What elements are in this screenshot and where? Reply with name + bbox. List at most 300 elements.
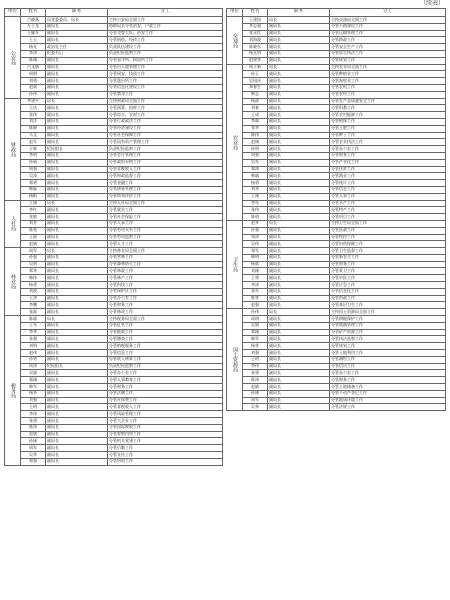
- person-name-cell: 张敏: [21, 214, 46, 221]
- duty-cell: 分管运输管理工作: [330, 30, 446, 37]
- table-row: [5, 118, 223, 125]
- position-cell: 副局长: [46, 125, 108, 132]
- person-name-cell: 陈斌: [21, 316, 46, 323]
- position-cell: 副局长: [46, 322, 108, 329]
- table-row: [227, 336, 446, 343]
- position-cell: 副局长: [46, 214, 108, 221]
- duty-cell: 分管土地利用工作: [330, 350, 446, 357]
- person-name-cell: 王明: [21, 404, 46, 411]
- table-row: [227, 350, 446, 357]
- duty-cell: 分管执法监察工作: [330, 336, 446, 343]
- right-table: [226, 8, 446, 411]
- person-name-cell: 王庆: [21, 105, 46, 112]
- person-name-cell: 赵斌: [243, 384, 268, 391]
- table-row: [227, 200, 446, 207]
- duty-cell: 主持国土资源局全面工作: [330, 309, 446, 316]
- duty-cell: 分管规划工作: [330, 343, 446, 350]
- person-name-cell: 陈静: [21, 125, 46, 132]
- duty-cell: 分管植保工作: [330, 118, 446, 125]
- duty-cell: 主持公安局全面工作: [108, 17, 223, 24]
- position-cell: 副局长: [268, 390, 330, 397]
- left-header-row: [5, 9, 223, 17]
- duty-cell: 分管信息化建设工作: [108, 84, 223, 91]
- duty-cell: 分管征管工作: [108, 322, 223, 329]
- person-name-cell: 王丽: [21, 234, 46, 241]
- duty-cell: 分管督察内审工作: [108, 431, 223, 438]
- position-cell: 政治处主任: [46, 44, 108, 51]
- person-name-cell: 王明: [243, 356, 268, 363]
- person-name-cell: 刘强: [21, 397, 46, 404]
- table-row: [5, 23, 223, 30]
- table-row: [5, 227, 223, 234]
- duty-cell: 分管财务工作: [108, 302, 223, 309]
- person-name-cell: 赵斌: [21, 84, 46, 91]
- duty-cell: 主持卫生局全面工作: [330, 220, 446, 227]
- person-name-cell: 杨光明: [243, 50, 268, 57]
- person-name-cell: 吕晓燕: [21, 17, 46, 24]
- table-row: [227, 125, 446, 132]
- person-name-cell: 王耀军: [21, 30, 46, 37]
- person-name-cell: 赵斌: [21, 241, 46, 248]
- duty-cell: 分管森林防火工作: [108, 261, 223, 268]
- person-name-cell: 周军: [21, 248, 46, 255]
- table-row: [5, 356, 223, 363]
- duty-cell: 分管劳动监察工作: [108, 234, 223, 241]
- person-name-cell: 杨华: [21, 390, 46, 397]
- duty-cell: 主持林业局全面工作: [108, 248, 223, 255]
- position-cell: 副局长: [46, 132, 108, 139]
- table-row: [227, 214, 446, 221]
- position-cell: 副局长: [46, 288, 108, 295]
- duty-cell: 分管风险管理工作: [108, 411, 223, 418]
- person-name-cell: 王辉: [21, 146, 46, 153]
- duty-cell: 分管非税收入工作: [108, 166, 223, 173]
- table-row: [5, 180, 223, 187]
- position-cell: 副局长: [268, 282, 330, 289]
- duty-cell: 分管债务管理工作: [108, 186, 223, 193]
- position-cell: 副局长: [268, 295, 330, 302]
- person-name-cell: 周明: [243, 316, 268, 323]
- duty-cell: 分管保护区工作: [108, 288, 223, 295]
- table-row: [227, 105, 446, 112]
- duty-cell: 分管禁毒工作: [108, 91, 223, 98]
- person-name-cell: 王勇: [243, 275, 268, 282]
- left-table: [4, 8, 223, 466]
- duty-cell: 分管国有资产管理工作: [108, 139, 223, 146]
- position-cell: 副局长: [46, 57, 108, 64]
- duty-cell: 分管综合、农财工作: [108, 112, 223, 119]
- duty-cell: 分管农机工作: [330, 84, 446, 91]
- person-name-cell: 孙强: [21, 254, 46, 261]
- table-row: [5, 418, 223, 425]
- table-row: [5, 105, 223, 112]
- person-name-cell: 刘波: [21, 288, 46, 295]
- duty-cell: 分管办公室工作: [330, 370, 446, 377]
- position-cell: 副局长: [268, 241, 330, 248]
- person-name-cell: 郑华: [21, 268, 46, 275]
- duty-cell: 分管农经工作: [330, 91, 446, 98]
- position-cell: 纪委书记: [46, 50, 108, 57]
- duty-cell: 分管非税收入工作: [108, 404, 223, 411]
- duty-cell: 分管疾控工作: [330, 234, 446, 241]
- person-name-cell: 孙强: [243, 227, 268, 234]
- table-row: [227, 316, 446, 323]
- duty-cell: 分管网安、技侦工作: [108, 71, 223, 78]
- table-row: [227, 37, 446, 44]
- position-cell: 副局长: [46, 220, 108, 227]
- table-row: [227, 390, 446, 397]
- position-cell: 副局长: [46, 234, 108, 241]
- table-row: [227, 370, 446, 377]
- table-row: [5, 322, 223, 329]
- table-row: [5, 261, 223, 268]
- table-row: [5, 370, 223, 377]
- table-row: [227, 78, 446, 85]
- duty-cell: 负责纪检监察工作: [108, 363, 223, 370]
- duty-cell: 分管矿产资源工作: [330, 329, 446, 336]
- table-row: [227, 180, 446, 187]
- duty-cell: 分管农产品质量安全工作: [330, 98, 446, 105]
- position-cell: 局党委委员、局长: [46, 17, 108, 24]
- person-name-cell: 刘华: [243, 186, 268, 193]
- position-cell: 副局长: [46, 445, 108, 452]
- duty-cell: 分管人才工作: [108, 241, 223, 248]
- person-name-cell: 孙玉: [243, 71, 268, 78]
- position-cell: 副局长: [46, 411, 108, 418]
- position-cell: 副局长: [46, 302, 108, 309]
- person-name-cell: 刘刚: [243, 268, 268, 275]
- duty-cell: 负责队伍建设工作: [108, 44, 223, 51]
- table-row: [5, 397, 223, 404]
- person-name-cell: 郑涛: [243, 166, 268, 173]
- position-cell: 副局长: [268, 370, 330, 377]
- header-position: 职务: [46, 9, 108, 17]
- person-name-cell: 孙勇: [21, 356, 46, 363]
- table-row: [227, 71, 446, 78]
- duty-cell: 分管预算、国库工作: [108, 105, 223, 112]
- duty-cell: 分管信息工作: [108, 350, 223, 357]
- table-row: [227, 173, 446, 180]
- continued-label: （续表）: [419, 0, 444, 7]
- table-row: [227, 282, 446, 289]
- duty-cell: 分管稽查工作: [108, 336, 223, 343]
- table-row: [5, 220, 223, 227]
- duty-cell: 分管农村能源工作: [330, 112, 446, 119]
- position-cell: 副局长: [268, 302, 330, 309]
- position-cell: 副局长: [268, 84, 330, 91]
- duty-cell: 分管信访工作: [330, 363, 446, 370]
- position-cell: 局长: [46, 248, 108, 255]
- person-name-cell: 李伟: [21, 411, 46, 418]
- person-name-cell: 万士龙: [21, 23, 46, 30]
- person-name-cell: 吴华: [243, 404, 268, 411]
- duty-cell: 分管国际税收工作: [108, 424, 223, 431]
- duty-cell: 分管行政政法工作: [108, 118, 223, 125]
- table-row: [5, 132, 223, 139]
- table-row: [227, 302, 446, 309]
- table-row: [5, 424, 223, 431]
- position-cell: 副局长: [46, 418, 108, 425]
- right-table-body: [227, 17, 446, 411]
- position-cell: 副局长: [268, 159, 330, 166]
- table-row: [5, 438, 223, 445]
- position-cell: 副局长: [46, 30, 108, 37]
- duty-cell: 分管土肥工作: [330, 125, 446, 132]
- person-name-cell: 韩军: [243, 336, 268, 343]
- position-cell: 局长: [46, 316, 108, 323]
- position-cell: 局长: [46, 200, 108, 207]
- position-cell: 副局长: [46, 452, 108, 459]
- person-name-cell: 张勇: [21, 418, 46, 425]
- position-cell: 副局长: [46, 275, 108, 282]
- person-name-cell: 赵华: [243, 220, 268, 227]
- duty-cell: 主持农业局全面工作: [330, 64, 446, 71]
- table-row: [5, 17, 223, 24]
- duty-cell: 分管财务工作: [330, 152, 446, 159]
- person-name-cell: 刘勇: [21, 78, 46, 85]
- person-name-cell: 孙伟: [243, 309, 268, 316]
- person-name-cell: 韩斌: [243, 173, 268, 180]
- duty-cell: 分管人事教育工作: [108, 377, 223, 384]
- person-name-cell: 陈华: [243, 295, 268, 302]
- duty-cell: 分管信息工作: [330, 186, 446, 193]
- duty-cell: 分管社保费工作: [108, 397, 223, 404]
- person-name-cell: 刘洋: [21, 118, 46, 125]
- duty-cell: 分管培训工作: [108, 458, 223, 465]
- duty-cell: 分管派出所工作: [108, 78, 223, 85]
- person-name-cell: 陈涛: [21, 424, 46, 431]
- position-cell: 副局长: [268, 275, 330, 282]
- duty-cell: 分管财务工作: [108, 384, 223, 391]
- position-cell: 副局长: [268, 200, 330, 207]
- person-name-cell: 赵伟: [21, 350, 46, 357]
- table-row: [227, 309, 446, 316]
- person-name-cell: 王刚: [243, 193, 268, 200]
- table-row: [227, 139, 446, 146]
- person-name-cell: 郑强: [21, 458, 46, 465]
- position-cell: 副局长: [46, 118, 108, 125]
- table-row: [227, 112, 446, 119]
- position-cell: 副局长: [46, 424, 108, 431]
- duty-cell: 分管社会保险工作: [108, 214, 223, 221]
- person-name-cell: 赵建华: [243, 57, 268, 64]
- person-name-cell: 张华: [243, 125, 268, 132]
- position-cell: 副局长: [46, 254, 108, 261]
- position-cell: 副局长: [46, 268, 108, 275]
- position-cell: 副局长: [46, 23, 108, 30]
- duty-cell: 分管劳动关系工作: [108, 227, 223, 234]
- position-cell: 纪检组长: [46, 146, 108, 153]
- position-cell: 纪检组长: [46, 363, 108, 370]
- person-name-cell: 李志强: [243, 23, 268, 30]
- position-cell: 副局长: [46, 152, 108, 159]
- position-cell: 副局长: [268, 78, 330, 85]
- duty-cell: 分管项目工作: [330, 214, 446, 221]
- duty-cell: 分管财政监督工作: [108, 173, 223, 180]
- duty-cell: 分管妇幼保健工作: [330, 241, 446, 248]
- duty-cell: 分管人事工作: [108, 220, 223, 227]
- table-row: [5, 275, 223, 282]
- table-row: [227, 64, 446, 71]
- table-row: [227, 17, 446, 24]
- person-name-cell: 杨波: [243, 98, 268, 105]
- duty-cell: 分管交警大队、治安工作: [108, 30, 223, 37]
- table-row: [227, 166, 446, 173]
- position-cell: 副局长: [46, 438, 108, 445]
- header-unit: 单位: [5, 9, 21, 17]
- person-name-cell: 王军: [21, 322, 46, 329]
- duty-cell: 分管经济建设工作: [108, 125, 223, 132]
- person-name-cell: 王涛: [21, 295, 46, 302]
- table-row: [5, 288, 223, 295]
- position-cell: 副局长: [46, 309, 108, 316]
- person-name-cell: 杨华: [243, 343, 268, 350]
- position-cell: 副局长: [46, 71, 108, 78]
- position-cell: 副局长: [268, 316, 330, 323]
- position-cell: 副局长: [268, 118, 330, 125]
- duty-cell: 分管耕地保护工作: [330, 316, 446, 323]
- position-cell: 副局长: [268, 37, 330, 44]
- table-row: [227, 397, 446, 404]
- table-row: [5, 91, 223, 98]
- person-name-cell: 陈伟: [243, 132, 268, 139]
- duty-cell: 分管医政工作: [330, 227, 446, 234]
- position-cell: 副局长: [268, 261, 330, 268]
- person-name-cell: 孙刚: [243, 390, 268, 397]
- person-name-cell: 李涛: [243, 282, 268, 289]
- position-cell: 副局长: [46, 370, 108, 377]
- person-name-cell: 李涛: [21, 50, 46, 57]
- header-unit: 单位: [227, 9, 243, 17]
- person-name-cell: 周明: [21, 71, 46, 78]
- duty-cell: 分管渔业工作: [330, 173, 446, 180]
- duty-cell: 分管绩效评价工作: [108, 193, 223, 200]
- position-cell: 副局长: [268, 50, 330, 57]
- position-cell: 副局长: [268, 139, 330, 146]
- duty-cell: 分管安全生产工作: [330, 44, 446, 51]
- table-row: [5, 125, 223, 132]
- table-row: [227, 241, 446, 248]
- left-column: [4, 8, 223, 466]
- table-row: [227, 91, 446, 98]
- table-row: [227, 254, 446, 261]
- position-cell: 副局长: [268, 254, 330, 261]
- table-row: [227, 207, 446, 214]
- person-name-cell: 张伟: [21, 112, 46, 119]
- position-cell: 副局长: [46, 377, 108, 384]
- table-row: [5, 193, 223, 200]
- duty-cell: 主持交通局全面工作: [330, 17, 446, 24]
- header-name: 姓名: [21, 9, 46, 17]
- person-name-cell: 郑勇: [21, 180, 46, 187]
- duty-cell: 分管法制工作: [108, 390, 223, 397]
- table-row: [5, 57, 223, 64]
- person-name-cell: 刘海波: [243, 37, 268, 44]
- table-row: [227, 220, 446, 227]
- person-name-cell: 韩明: [243, 254, 268, 261]
- table-row: [5, 384, 223, 391]
- position-cell: 副局长: [46, 397, 108, 404]
- position-cell: 副局长: [46, 404, 108, 411]
- position-cell: 副局长: [268, 397, 330, 404]
- table-row: [227, 23, 446, 30]
- duty-cell: 分管法规工作: [330, 404, 446, 411]
- table-row: [5, 254, 223, 261]
- person-name-cell: 孙明: [243, 146, 268, 153]
- duty-cell: 分管新农合工作: [330, 254, 446, 261]
- position-cell: 副局长: [46, 282, 108, 289]
- header-name: 姓名: [243, 9, 268, 17]
- person-name-cell: 周军: [21, 445, 46, 452]
- duty-cell: 分管综合执法工作: [330, 50, 446, 57]
- person-name-cell: 吴涛: [21, 173, 46, 180]
- person-name-cell: 赵斌: [21, 431, 46, 438]
- position-cell: 副局长: [46, 458, 108, 465]
- position-cell: 副局长: [268, 248, 330, 255]
- header-duty: 分工: [330, 9, 446, 17]
- duty-cell: 分管科教工作: [330, 105, 446, 112]
- duty-cell: 分管林政工作: [108, 268, 223, 275]
- header-position: 职务: [268, 9, 330, 17]
- duty-cell: 分管林改工作: [108, 309, 223, 316]
- duty-cell: 分管办公室工作: [108, 370, 223, 377]
- unit-cell: 人社局: [5, 200, 21, 248]
- table-row: [227, 57, 446, 64]
- table-row: [5, 241, 223, 248]
- position-cell: 局长: [268, 17, 330, 24]
- table-row: [227, 30, 446, 37]
- table-row: [5, 295, 223, 302]
- table-row: [5, 268, 223, 275]
- person-name-cell: 郑春生: [243, 84, 268, 91]
- person-name-cell: 吴伟: [243, 241, 268, 248]
- person-name-cell: 吴国庆: [243, 78, 268, 85]
- person-name-cell: 杨勇: [21, 282, 46, 289]
- duty-cell: 分管政府采购工作: [108, 159, 223, 166]
- position-cell: 局长: [268, 64, 330, 71]
- table-row: [227, 152, 446, 159]
- person-name-cell: 孙伟: [21, 91, 46, 98]
- duty-cell: 分管人事工作: [330, 193, 446, 200]
- duty-cell: 分管药政工作: [330, 295, 446, 302]
- position-cell: 副局长: [46, 84, 108, 91]
- position-cell: 副局长: [46, 336, 108, 343]
- position-cell: 局长: [268, 220, 330, 227]
- person-name-cell: 李红: [21, 207, 46, 214]
- left-table-body: [5, 17, 223, 466]
- duty-cell: 分管水产工作: [330, 200, 446, 207]
- table-row: [5, 390, 223, 397]
- position-cell: 副局长: [46, 159, 108, 166]
- table-row: [5, 84, 223, 91]
- person-name-cell: 李华: [21, 329, 46, 336]
- table-row: [5, 445, 223, 452]
- table-row: [5, 152, 223, 159]
- person-name-cell: 张伟: [243, 207, 268, 214]
- duty-cell: 分管信息化工作: [330, 288, 446, 295]
- duty-cell: 分管路政工作: [330, 37, 446, 44]
- table-row: [5, 207, 223, 214]
- right-header-row: [227, 9, 446, 17]
- position-cell: 副局长: [268, 180, 330, 187]
- table-row: [227, 288, 446, 295]
- duty-cell: 分管办公室工作: [330, 146, 446, 153]
- table-row: [227, 234, 446, 241]
- table-row: [227, 44, 446, 51]
- table-row: [5, 350, 223, 357]
- position-cell: 副局长: [46, 227, 108, 234]
- position-cell: 副局长: [268, 152, 330, 159]
